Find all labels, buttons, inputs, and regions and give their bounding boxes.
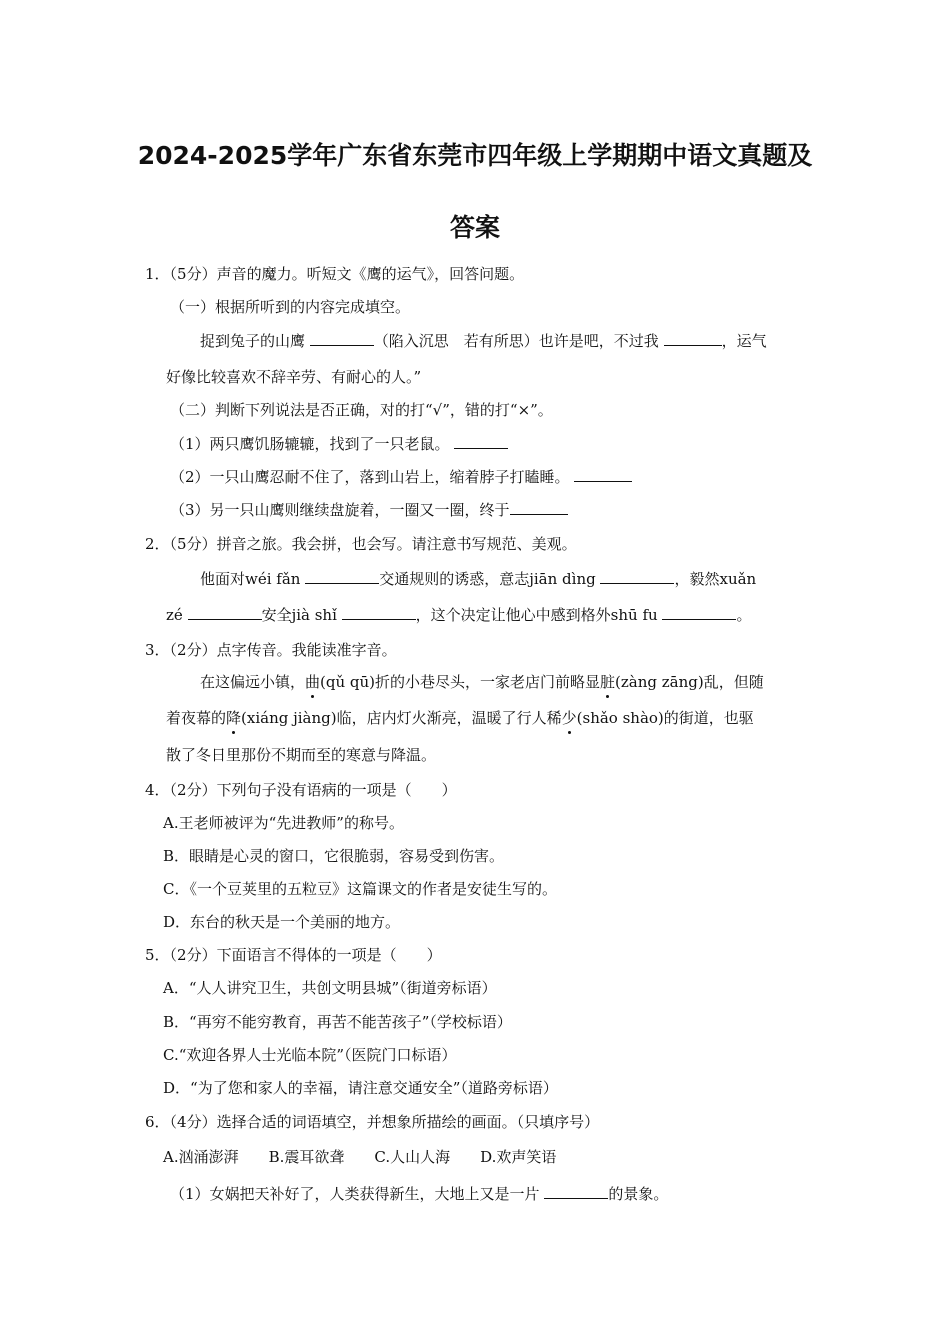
q1-judge-item-3	[170, 500, 568, 520]
q5-option-a[interactable]: A．“人人讲究卫生，共创文明县城”（街道旁标语）	[163, 979, 497, 997]
q1-judge-item-1	[170, 434, 508, 454]
answer-blank[interactable]	[664, 331, 722, 346]
q2-line1	[200, 569, 756, 589]
q1-judge-item-2	[170, 467, 632, 487]
q2-text: zé	[166, 606, 183, 624]
dotted-character: 少	[561, 709, 577, 727]
answer-blank[interactable]	[188, 605, 262, 620]
answer-blank[interactable]	[600, 569, 674, 584]
q5-stem: 5．（2分）下面语言不得体的一项是（ ）	[145, 946, 442, 964]
q3-line3: 散了冬日里那份不期而至的寒意与降温。	[166, 746, 437, 764]
document-title-line1: 2024-2025学年广东省东莞市四年级上学期期中语文真题及	[137, 141, 813, 170]
q5-option-b[interactable]: B．“再穷不能穷教育，再苦不能苦孩子”（学校标语）	[163, 1013, 512, 1031]
q1-part1-heading: （一）根据所听到的内容完成填空。	[170, 298, 411, 316]
q6-choice-c: C.人山人海	[374, 1148, 451, 1166]
q3-text: (qǔ qū)折的小巷尽头，一家老店门前略显	[320, 673, 601, 691]
q5-option-d[interactable]: D．“为了您和家人的幸福，请注意交通安全”（道路旁标语）	[163, 1079, 558, 1097]
q1-fill-line2: 好像比较喜欢不辞辛劳、有耐心的人。”	[166, 368, 422, 386]
q6-stem: 6．（4分）选择合适的词语填空，并想象所描绘的画面。（只填序号）	[145, 1113, 600, 1131]
q2-text: 他面对wéi fǎn	[200, 570, 301, 588]
q3-stem: 3．（2分）点字传音。我能读准字音。	[145, 641, 397, 659]
q2-text: ，毅然xuǎn	[674, 570, 757, 588]
answer-blank[interactable]	[544, 1184, 608, 1199]
answer-blank[interactable]	[662, 605, 736, 620]
answer-blank[interactable]	[310, 331, 374, 346]
answer-blank[interactable]	[305, 569, 379, 584]
q4-option-c[interactable]: C．《一个豆荚里的五粒豆》这篇课文的作者是安徒生写的。	[163, 880, 557, 898]
q2-text: ，这个决定让他心中感到格外shū fu	[415, 606, 658, 624]
q4-stem: 4．（2分）下列句子没有语病的一项是（ ）	[145, 781, 457, 799]
q4-option-d[interactable]: D．东台的秋天是一个美丽的地方。	[163, 913, 401, 931]
q2-stem: 2．（5分）拼音之旅。我会拼，也会写。请注意书写规范、美观。	[145, 535, 577, 553]
q3-line1	[200, 672, 764, 692]
answer-blank[interactable]	[454, 434, 508, 449]
answer-blank[interactable]	[342, 605, 416, 620]
answer-blank[interactable]	[510, 500, 568, 515]
q6-choice-b: B.震耳欲聋	[268, 1148, 345, 1166]
q6-item-1	[170, 1184, 668, 1204]
q1-judge-item-2-text: （2）一只山鹰忍耐不住了，落到山岩上，缩着脖子打瞌睡。	[170, 468, 570, 486]
q5-option-c[interactable]: C.“欢迎各界人士光临本院”（医院门口标语）	[163, 1046, 457, 1064]
q4-option-b[interactable]: B．眼睛是心灵的窗口，它很脆弱，容易受到伤害。	[163, 847, 505, 865]
dotted-character: 降	[226, 709, 242, 727]
answer-blank[interactable]	[574, 467, 632, 482]
q3-text: 着夜幕的	[166, 709, 227, 727]
q2-text: 交通规则的诱惑，意志jiān dìng	[379, 570, 596, 588]
q3-text: 在这偏远小镇，	[200, 673, 306, 691]
dotted-character: 脏	[600, 673, 616, 691]
dotted-character: 曲	[305, 673, 321, 691]
q6-item-1-text-end: 的景象。	[608, 1185, 669, 1203]
q6-item-1-text: （1）女娲把天补好了，人类获得新生，大地上又是一片	[170, 1185, 540, 1203]
q4-option-a[interactable]: A.王老师被评为“先进教师”的称号。	[163, 814, 404, 832]
document-title-line2: 答案	[449, 213, 500, 242]
q2-text: 。	[736, 606, 752, 624]
q1-part2-heading: （二）判断下列说法是否正确，对的打“√”，错的打“×”。	[170, 401, 553, 419]
q6-choice-d: D.欢声笑语	[480, 1148, 557, 1166]
q3-text: (zàng zāng)乱，但随	[615, 673, 764, 691]
q1-fill-text-b: （陷入沉思 若有所思）也许是吧，不过我	[373, 332, 659, 350]
q6-choices	[163, 1147, 556, 1167]
q1-stem: 1．（5分）声音的魔力。听短文《鹰的运气》，回答问题。	[145, 265, 525, 283]
q3-text: (shǎo shào)的街道，也驱	[576, 709, 754, 727]
q1-fill-text-a: 捉到兔子的山鹰	[200, 332, 306, 350]
q1-fill-text-c: ，运气	[721, 332, 767, 350]
q6-choice-a: A.汹涌澎湃	[163, 1148, 239, 1166]
q1-judge-item-3-text: （3）另一只山鹰则继续盘旋着，一圈又一圈，终于	[170, 501, 510, 519]
q3-line2	[166, 708, 754, 728]
q1-fill-line1	[200, 331, 767, 351]
q2-text: 安全jià shǐ	[261, 606, 337, 624]
q3-text: (xiáng jiàng)临，店内灯火渐亮，温暖了行人稀	[241, 709, 562, 727]
q1-judge-item-1-text: （1）两只鹰饥肠辘辘，找到了一只老鼠。	[170, 435, 450, 453]
q2-line2	[166, 605, 751, 625]
